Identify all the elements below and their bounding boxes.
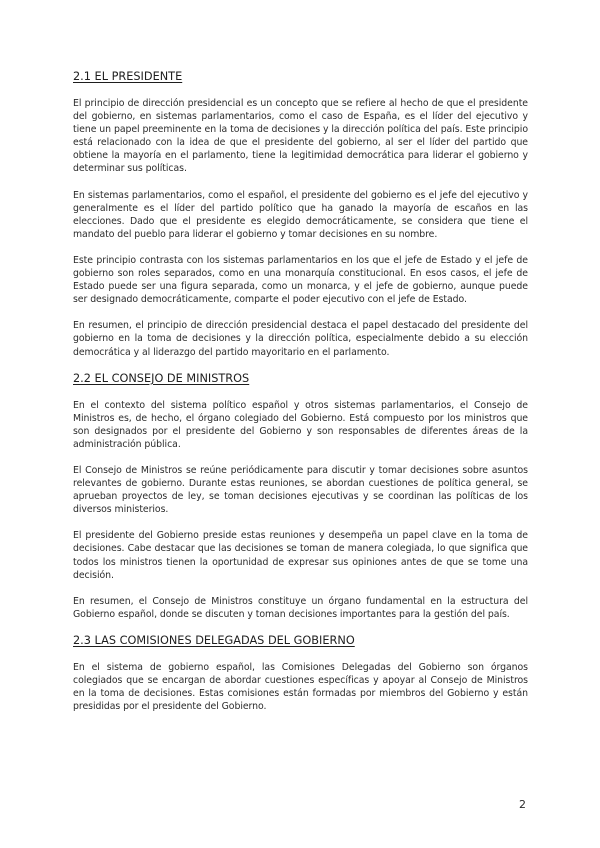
section-heading-presidente: 2.1 EL PRESIDENTE: [73, 70, 183, 83]
paragraph: En el contexto del sistema político español y otros sistemas parlamentarios, el Consejo de Ministros es, de hecho, el órgano colegiado del Gobierno. Está compuesto por los ministros que son designados por el presidente del Gobierno y son responsables de diferentes áreas de la administración pública.: [73, 399, 528, 450]
paragraph: En resumen, el Consejo de Ministros constituye un órgano fundamental en la estructura del Gobierno español, donde se discuten y toman decisiones importantes para la gestión del país.: [73, 595, 528, 620]
section-heading-consejo-de-ministros: 2.2 EL CONSEJO DE MINISTROS: [73, 371, 250, 385]
paragraph: En sistemas parlamentarios, como el español, el presidente del gobierno es el jefe del ejecutivo y generalmente es el líder del partido político que ha ganado la mayoría de escaños en las elecciones. Dado que el presidente es elegido democráticamente, se considera que tiene el mandato del pueblo para liderar el gobierno y tomar decisiones en su nombre.: [73, 189, 528, 240]
paragraph: En el sistema de gobierno español, las Comisiones Delegadas del Gobierno son órganos colegiados que se encargan de abordar cuestiones específicas y apoyar al Consejo de Ministros en la toma de decisiones. Estas comisiones están formadas por miembros del Gobierno y están presididas por el presidente del Gobierno.: [73, 661, 528, 713]
section-heading-comisiones-delegadas: 2.3 LAS COMISIONES DELEGADAS DEL GOBIERNO: [73, 633, 355, 647]
paragraph: En resumen, el principio de dirección presidencial destaca el papel destacado del presidente del gobierno en la toma de decisiones y la dirección política, especialmente debido a su elección democrática y al liderazgo del partido mayoritario en el parlamento.: [73, 320, 528, 358]
paragraph: El Consejo de Ministros se reúne periódicamente para discutir y tomar decisiones sobre asuntos relevantes de gobierno. Durante estas reuniones, se abordan cuestiones de política general, se aprueban proyectos de ley, se toman decisiones ejecutivas y se coordinan las políticas de los diversos ministerios.: [73, 464, 528, 516]
paragraph: Este principio contrasta con los sistemas parlamentarios en los que el jefe de Estado y el jefe de gobierno son roles separados, como en una monarquía constitucional. En esos casos, el jefe de Estado puede ser una figura separada, como un monarca, y el jefe de gobierno, aunque puede ser designado democráticamente, comparte el poder ejecutivo con el jefe de Estado.: [73, 254, 528, 306]
paragraph: El principio de dirección presidencial es un concepto que se refiere al hecho de que el presidente del gobierno, en sistemas parlamentarios, como el caso de España, es el líder del ejecutivo y tiene un papel preeminente en la toma de decisiones y la dirección política del país. Este principio está relacionado con la idea de que el presidente del gobierno, al ser el líder del partido que obtiene la mayoría en el parlamento, tiene la legitimidad democrática para liderar el gobierno y determinar sus políticas.: [73, 98, 528, 175]
document-page: [73, 70, 528, 726]
paragraph: El presidente del Gobierno preside estas reuniones y desempeña un papel clave en la toma de decisiones. Cabe destacar que las decisiones se toman de manera colegiada, lo que significa que todos los ministros tienen la oportunidad de expresar sus opiniones antes de que se tome una decisión.: [73, 530, 528, 581]
page-number: 2: [519, 798, 526, 811]
